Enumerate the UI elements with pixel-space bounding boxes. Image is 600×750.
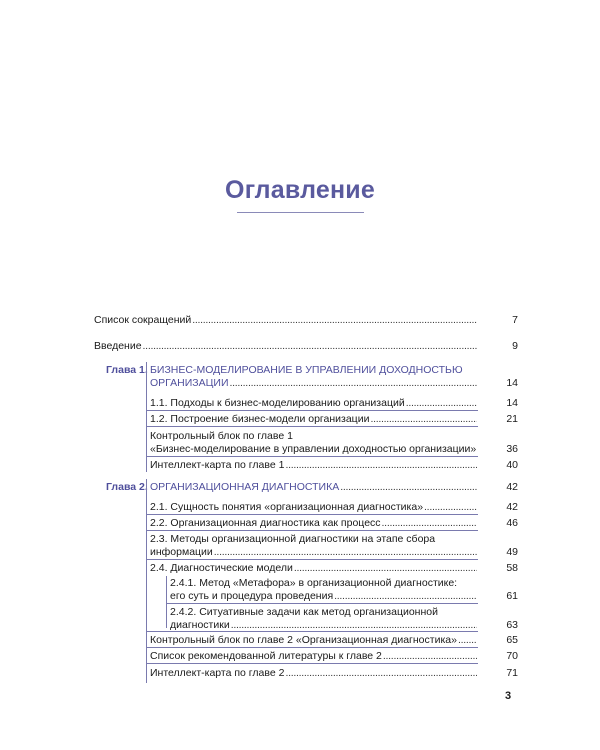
toc-page-number: 58 — [506, 562, 518, 574]
leader-dots — [383, 650, 477, 662]
leader-dots — [382, 517, 477, 529]
toc-entry-label: диагностики — [170, 619, 230, 631]
title-underline — [237, 212, 364, 213]
toc-page-number: 9 — [512, 340, 518, 352]
leader-dots — [294, 562, 477, 574]
leader-dots — [192, 314, 477, 326]
toc-entry-section[interactable] — [150, 562, 478, 574]
toc-entry-section-2-3-line2[interactable] — [150, 546, 478, 558]
toc-entry-label: Введение — [94, 340, 142, 352]
toc-entry-label: его суть и процедура проведения — [170, 590, 334, 602]
toc-entry-label: Контрольный блок по главе 2 «Организационная диагностика» — [150, 634, 457, 646]
leader-dots — [334, 590, 477, 602]
toc-entry-subsection-2-4-1-line2[interactable] — [170, 590, 478, 602]
toc-page-number: 40 — [506, 459, 518, 471]
toc-page-number: 46 — [506, 517, 518, 529]
toc-entry-section[interactable] — [150, 517, 478, 529]
toc-entry-mindmap-1[interactable] — [150, 459, 478, 471]
chapter-2-rule — [146, 479, 147, 683]
leader-dots — [230, 377, 478, 389]
toc-entry-subsection-2-4-2[interactable]: 2.4.2. Ситуативные задачи как метод организационной — [170, 606, 438, 618]
toc-page-number: 7 — [512, 314, 518, 326]
toc-entry-label: ОРГАНИЗАЦИОННАЯ ДИАГНОСТИКА — [150, 481, 340, 493]
entry-divider — [147, 410, 478, 411]
leader-dots — [285, 459, 477, 471]
page-number: 3 — [505, 690, 512, 702]
toc-entry-section[interactable] — [150, 501, 478, 513]
toc-entry-label: «Бизнес-моделирование в управлении доходностью организации» — [150, 443, 477, 455]
toc-page-number: 63 — [506, 619, 518, 631]
chapter-2-title[interactable] — [150, 481, 478, 493]
toc-page-number: 42 — [506, 481, 518, 493]
entry-divider — [147, 426, 478, 427]
toc-entry-label: 1.1. Подходы к бизнес-моделированию организаций — [150, 397, 405, 409]
toc-entry-label: 2.2. Организационная диагностика как процесс — [150, 517, 381, 529]
entry-divider — [147, 647, 478, 648]
chapter-1-label: Глава 1. — [106, 364, 148, 376]
chapter-2-label: Глава 2. — [106, 481, 148, 493]
toc-page-number: 61 — [506, 590, 518, 602]
toc-page-number: 14 — [506, 377, 518, 389]
toc-entry-control-1[interactable]: Контрольный блок по главе 1 — [150, 430, 293, 442]
entry-divider — [147, 663, 478, 664]
toc-entry-control-2[interactable] — [150, 634, 478, 646]
toc-page-number: 14 — [506, 397, 518, 409]
chapter-1-title-line2[interactable] — [150, 377, 478, 389]
toc-page-number: 49 — [506, 546, 518, 558]
leader-dots — [370, 413, 477, 425]
leader-dots — [424, 501, 477, 513]
toc-entry-label: Список рекомендованной литературы к главе 2 — [150, 650, 382, 662]
chapter-1-title[interactable]: БИЗНЕС-МОДЕЛИРОВАНИЕ В УПРАВЛЕНИИ ДОХОДНОСТЬЮ — [150, 364, 463, 376]
toc-entry-section[interactable] — [150, 413, 478, 425]
toc-page-number: 42 — [506, 501, 518, 513]
toc-entry-section-2-3[interactable]: 2.3. Методы организационной диагностики на этапе сбора — [150, 533, 436, 545]
toc-entry-label: 1.2. Построение бизнес-модели организации — [150, 413, 370, 425]
subsection-rule — [166, 576, 167, 628]
leader-dots — [214, 546, 477, 558]
toc-entry-label: Список сокращений — [94, 314, 192, 326]
toc-entry-literature-2[interactable] — [150, 650, 478, 662]
leader-dots — [406, 397, 477, 409]
leader-dots — [143, 340, 477, 352]
toc-entry-mindmap-2[interactable] — [150, 667, 478, 679]
toc-entry-label: Интеллект-карта по главе 2 — [150, 667, 285, 679]
entry-divider — [147, 559, 478, 560]
entry-divider — [147, 631, 478, 632]
toc-entry-label: ОРГАНИЗАЦИИ — [150, 377, 229, 389]
leader-dots — [340, 481, 477, 493]
toc-page-number: 71 — [506, 667, 518, 679]
toc-entry-section[interactable] — [150, 397, 478, 409]
toc-entry-subsection-2-4-1[interactable]: 2.4.1. Метод «Метафора» в организационной диагностике: — [170, 577, 458, 589]
toc-entry-label: Интеллект-карта по главе 1 — [150, 459, 285, 471]
toc-entry-label: 2.1. Сущность понятия «организационная диагностика» — [150, 501, 424, 513]
leader-dots — [231, 619, 477, 631]
toc-entry-introduction[interactable] — [94, 340, 478, 352]
page-title: Оглавление — [225, 176, 375, 204]
toc-page-number: 21 — [506, 413, 518, 425]
toc-page-number: 36 — [506, 443, 518, 455]
entry-divider — [147, 456, 478, 457]
toc-entry-abbreviations[interactable] — [94, 314, 478, 326]
toc-page-number: 70 — [506, 650, 518, 662]
toc-entry-subsection-2-4-2-line2[interactable] — [170, 619, 478, 631]
entry-divider — [167, 603, 478, 604]
toc-page-number: 65 — [506, 634, 518, 646]
toc-entry-control-1-line2[interactable] — [150, 443, 478, 455]
entry-divider — [147, 514, 478, 515]
toc-entry-label: информации — [150, 546, 213, 558]
toc-entry-label: 2.4. Диагностические модели — [150, 562, 293, 574]
entry-divider — [147, 530, 478, 531]
leader-dots — [285, 667, 477, 679]
leader-dots — [458, 634, 477, 646]
